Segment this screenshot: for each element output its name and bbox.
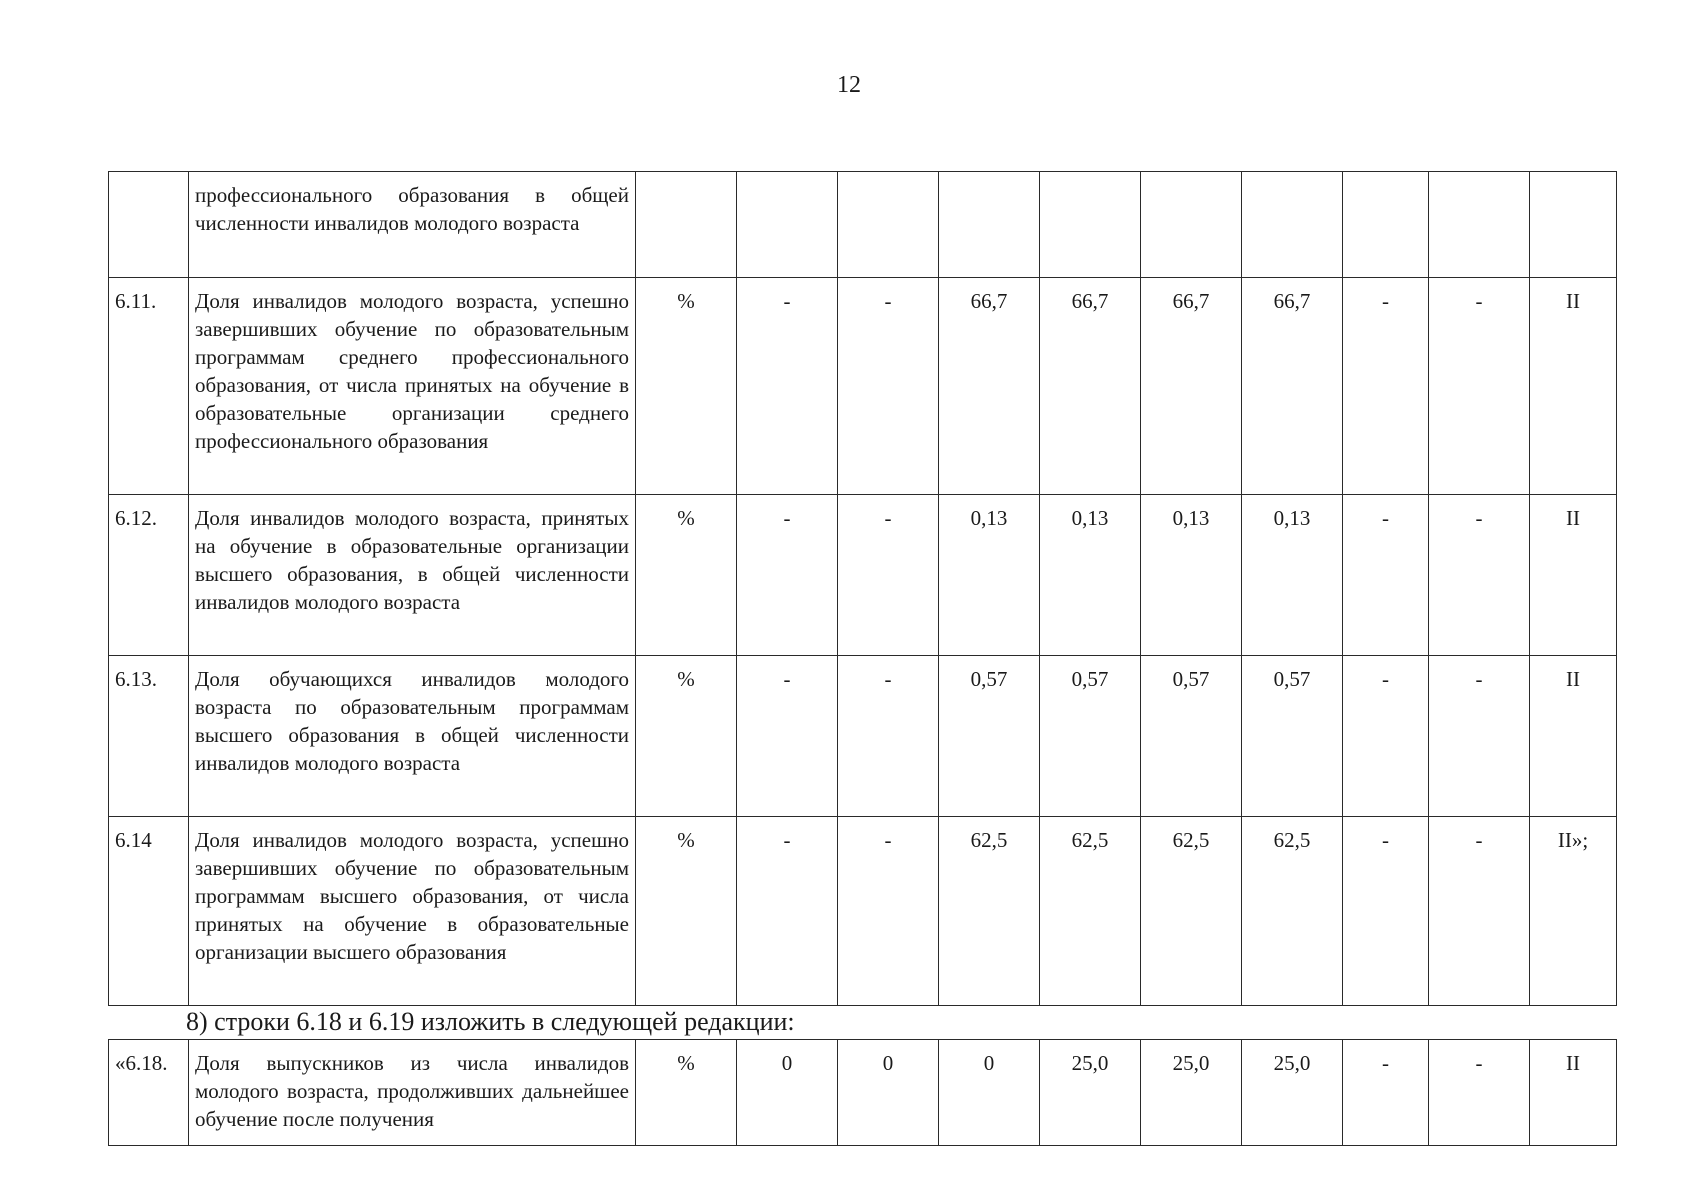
value-cell: - (1343, 278, 1429, 495)
table-row (109, 278, 1617, 495)
value-cell: 0,13 (1242, 495, 1343, 656)
value-cell: 0,13 (1040, 495, 1141, 656)
value-cell: - (838, 278, 939, 495)
value-cell (838, 172, 939, 278)
table-row (109, 1040, 1617, 1146)
value-cell: - (1343, 817, 1429, 1006)
value-cell: - (737, 495, 838, 656)
table-row (109, 172, 1617, 278)
value-cell: - (838, 656, 939, 817)
value-cell: - (737, 278, 838, 495)
value-cell (939, 172, 1040, 278)
value-cell: 62,5 (1242, 817, 1343, 1006)
value-cell: 62,5 (1141, 817, 1242, 1006)
unit-cell: % (636, 1040, 737, 1146)
value-cell (1141, 172, 1242, 278)
value-cell: 0,57 (1242, 656, 1343, 817)
indicator-text: Доля инвалидов молодого возраста, успешно завершивших обучение по образовательным программам высшего образования, от числа принятых на обучение в образовательные организации высшего образования (189, 817, 636, 1006)
value-cell: 0,13 (1141, 495, 1242, 656)
value-cell (1040, 172, 1141, 278)
row-number: 6.14 (109, 817, 189, 1006)
value-cell: 0,13 (939, 495, 1040, 656)
indicators-table-continued-body (109, 1040, 1617, 1146)
value-cell (1343, 172, 1429, 278)
value-cell: - (1343, 1040, 1429, 1146)
value-cell: 0,57 (1141, 656, 1242, 817)
row-number: «6.18. (109, 1040, 189, 1146)
unit-cell: % (636, 495, 737, 656)
value-cell: 66,7 (1141, 278, 1242, 495)
value-cell (737, 172, 838, 278)
value-cell (1242, 172, 1343, 278)
indicator-text: Доля выпускников из числа инвалидов молодого возраста, продолживших дальнейшее обучение после получения (189, 1040, 636, 1146)
indicators-table-body (109, 172, 1617, 1006)
level-cell: II (1530, 656, 1617, 817)
level-cell: II (1530, 495, 1617, 656)
value-cell: 0 (737, 1040, 838, 1146)
row-number: 6.12. (109, 495, 189, 656)
page-number: 12 (837, 72, 861, 98)
unit-cell: % (636, 278, 737, 495)
value-cell: - (1343, 656, 1429, 817)
level-cell: II»; (1530, 817, 1617, 1006)
indicators-table-continued (108, 1039, 1617, 1146)
indicator-text: профессионального образования в общей численности инвалидов молодого возраста (189, 172, 636, 278)
value-cell: - (1429, 1040, 1530, 1146)
indicator-text: Доля обучающихся инвалидов молодого возраста по образовательным программам высшего образования в общей численности инвалидов молодого возраста (189, 656, 636, 817)
value-cell: 25,0 (1040, 1040, 1141, 1146)
indicators-table (108, 171, 1617, 1006)
table-row (109, 817, 1617, 1006)
value-cell: 25,0 (1141, 1040, 1242, 1146)
unit-cell: % (636, 817, 737, 1006)
value-cell: 66,7 (1040, 278, 1141, 495)
indicator-text: Доля инвалидов молодого возраста, успешно завершивших обучение по образовательным программам среднего профессионального образования, от числа принятых на обучение в образовательные организации среднего профессионального образования (189, 278, 636, 495)
value-cell: 0,57 (939, 656, 1040, 817)
value-cell: - (838, 817, 939, 1006)
value-cell: 62,5 (939, 817, 1040, 1006)
row-number: 6.13. (109, 656, 189, 817)
value-cell: - (838, 495, 939, 656)
level-cell (1530, 172, 1617, 278)
value-cell: - (1343, 495, 1429, 656)
value-cell: 0 (939, 1040, 1040, 1146)
value-cell (1429, 172, 1530, 278)
value-cell: 66,7 (939, 278, 1040, 495)
indicator-text: Доля инвалидов молодого возраста, принятых на обучение в образовательные организации высшего образования, в общей численности инвалидов молодого возраста (189, 495, 636, 656)
value-cell: - (1429, 495, 1530, 656)
amendment-instruction: 8) строки 6.18 и 6.19 изложить в следующей редакции: (186, 1007, 795, 1036)
level-cell: II (1530, 278, 1617, 495)
value-cell: - (1429, 817, 1530, 1006)
row-number (109, 172, 189, 278)
value-cell: - (737, 656, 838, 817)
unit-cell: % (636, 656, 737, 817)
row-number: 6.11. (109, 278, 189, 495)
value-cell: - (1429, 656, 1530, 817)
table-row (109, 495, 1617, 656)
value-cell: - (737, 817, 838, 1006)
level-cell: II (1530, 1040, 1617, 1146)
value-cell: 25,0 (1242, 1040, 1343, 1146)
value-cell: - (1429, 278, 1530, 495)
table-row (109, 656, 1617, 817)
value-cell: 62,5 (1040, 817, 1141, 1006)
value-cell: 0,57 (1040, 656, 1141, 817)
value-cell: 0 (838, 1040, 939, 1146)
value-cell: 66,7 (1242, 278, 1343, 495)
unit-cell (636, 172, 737, 278)
